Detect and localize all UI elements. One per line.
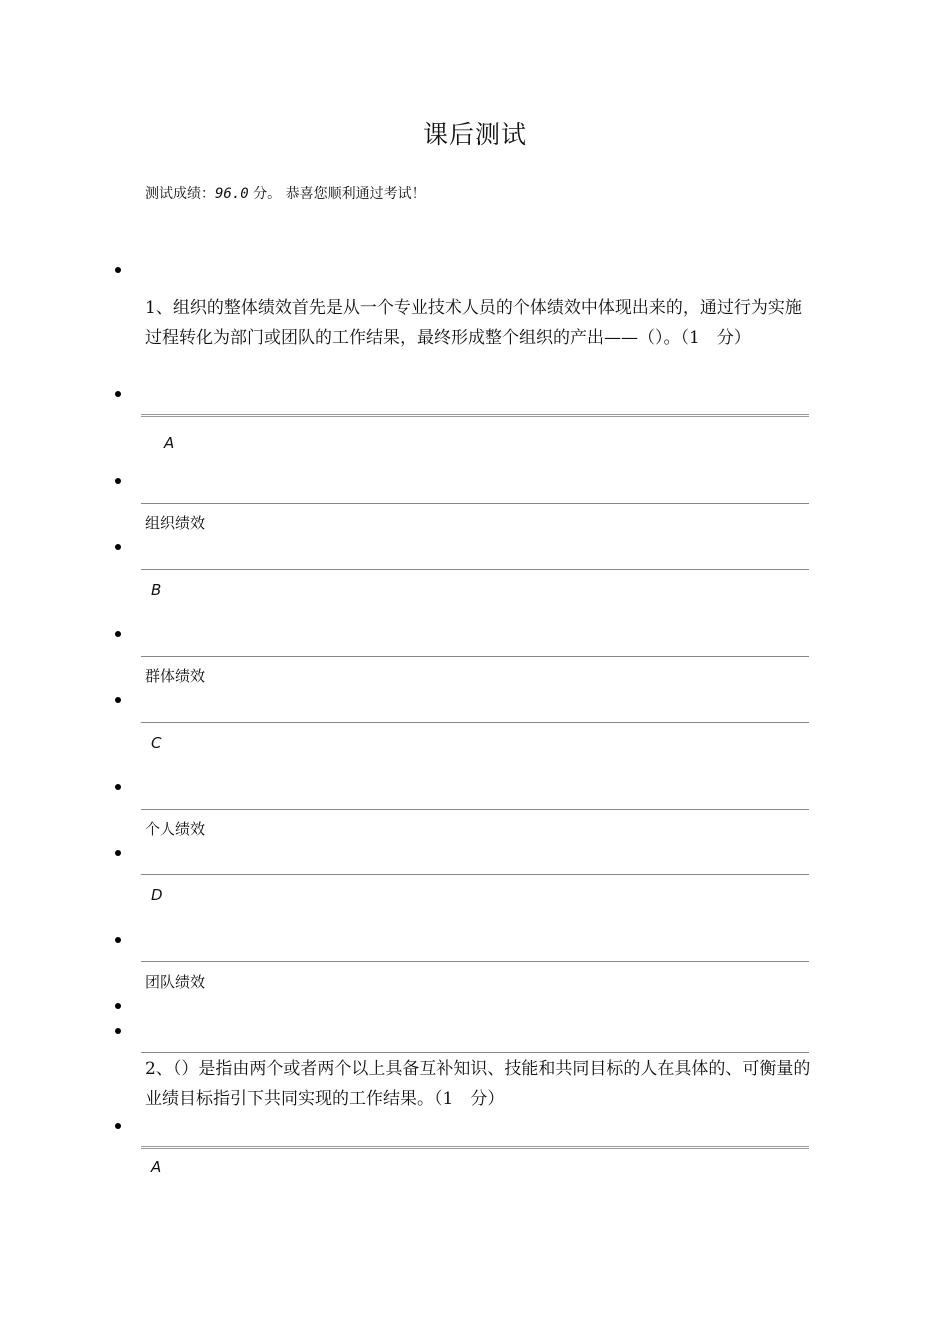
divider (141, 656, 809, 657)
option-text[interactable]: 群体绩效 (145, 667, 206, 685)
bullet-icon (113, 265, 123, 275)
option-text[interactable]: 个人绩效 (145, 820, 206, 838)
question-text: 2、（）是指由两个或者两个以上具备互补知识、技能和共同目标的人在具体的、可衡量的业绩目标指引下共同实现的工作结果。（1 分） (145, 1059, 811, 1109)
divider (141, 722, 809, 723)
question-text: 1、组织的整体绩效首先是从一个专业技术人员的个体绩效中体现出来的，通过行为实施过程转化为部门或团队的工作结果，最终形成整个组织的产出——（）。（1 分） (145, 298, 802, 348)
divider (141, 569, 809, 570)
bullet-icon (113, 542, 123, 552)
option-text[interactable]: 团队绩效 (145, 973, 206, 991)
option-letter: C (151, 734, 162, 752)
bullet-icon (113, 1121, 123, 1131)
divider (141, 1052, 809, 1053)
score-line (145, 183, 426, 203)
option-letter: A (151, 1158, 162, 1176)
bullet-icon (113, 629, 123, 639)
bullet-icon (113, 389, 123, 399)
option-letter: D (151, 886, 163, 904)
bullet-icon (113, 1001, 123, 1011)
divider (141, 1146, 809, 1149)
divider (141, 874, 809, 875)
divider (141, 961, 809, 962)
bullet-icon (113, 695, 123, 705)
page-title: 课后测试 (422, 120, 527, 149)
divider (141, 503, 809, 504)
score-message: 分。 恭喜您顺利通过考试！ (248, 186, 426, 202)
score-value: 96.0 (215, 186, 249, 202)
score-label: 测试成绩： (145, 186, 215, 202)
bullet-icon (113, 935, 123, 945)
option-letter: B (151, 581, 162, 599)
bullet-icon (113, 848, 123, 858)
bullet-icon (113, 476, 123, 486)
option-text[interactable]: 组织绩效 (145, 514, 206, 532)
divider (141, 809, 809, 810)
bullet-icon (113, 782, 123, 792)
bullet-icon (113, 1026, 123, 1036)
divider (141, 414, 809, 417)
option-letter: A (164, 434, 175, 452)
